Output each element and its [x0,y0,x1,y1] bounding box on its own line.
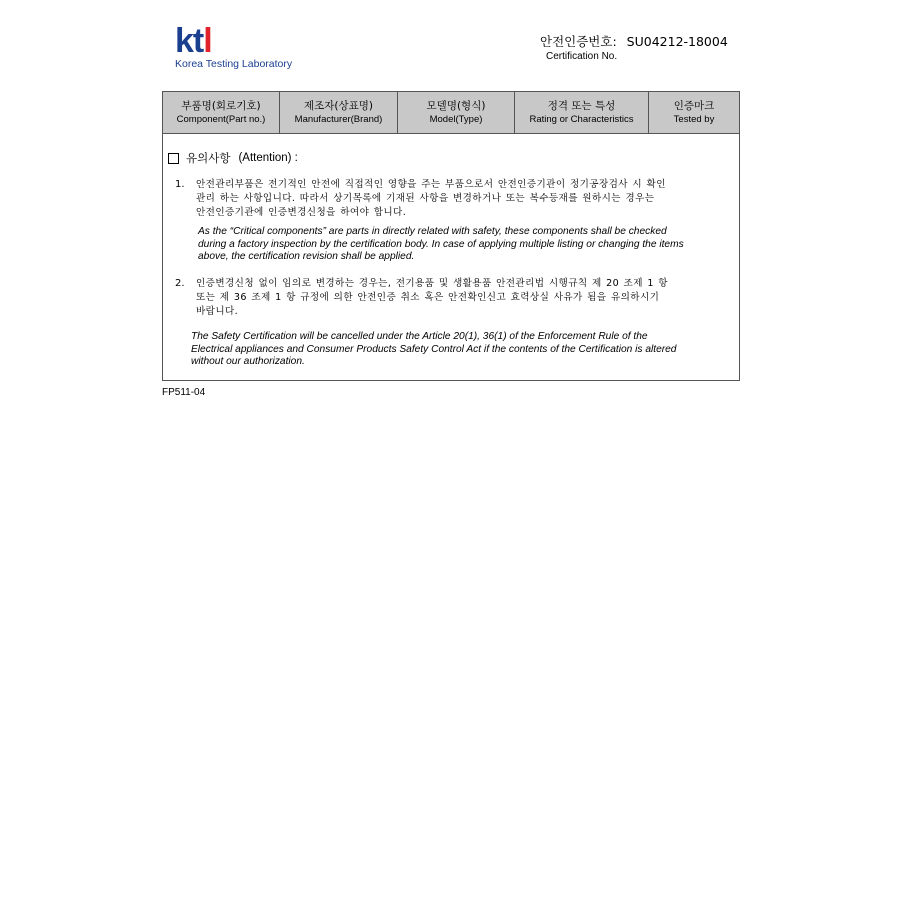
certification-label-en: Certification No. [546,51,618,62]
item-text-ko: 안전관리부품은 전기적인 안전에 직접적인 영향을 주는 부품으로서 안전인증기관이 정기공장검사 시 확인 관리 하는 사항입니다. 따라서 상기목록에 기재된 사항을 변경하거나 또는 복수등재를 원하시는 경우는 안전인증기관에 인증변경신청을 하여야 합니다. [196,179,666,218]
table-header [163,92,739,134]
logo-mark-main: kt [175,22,204,60]
component-table [162,91,740,381]
logo-tagline: Korea Testing Laboratory [175,58,293,70]
attention-label-en: (Attention) : [238,152,298,164]
header-manufacturer-ko: 제조자(상표명) [303,99,374,112]
header-rating-en: Rating or Characteristics [529,113,634,125]
header-tested-by [649,92,739,133]
header-manufacturer-en: Manufacturer(Brand) [294,113,383,125]
header-component-ko: 부품명(회로기호) [181,99,261,112]
form-code: FP511-04 [162,387,206,398]
header-tested-by-ko: 인증마크 [673,99,715,112]
attention-heading [168,150,298,166]
header-tested-by-en: Tested by [673,113,715,125]
header-manufacturer [280,92,398,133]
ktl-logo [175,22,293,70]
attention-checkbox[interactable] [168,153,179,164]
header-rating-ko: 정격 또는 특성 [547,99,616,112]
item-number: 2. [175,278,185,289]
item-text-en: As the “Critical components” are parts in directly related with safety, these components shall be checked during a factory inspection by the certification body. In case of applying multiple listing or changing the items above, the certification revision shall be applied. [198,226,684,262]
logo-mark [175,22,292,60]
header-model-ko: 모델명(형식) [426,99,486,112]
logo-mark-accent: l [203,22,212,60]
header-model [398,92,515,133]
item-number: 1. [175,179,185,190]
header-rating [515,92,649,133]
header-component [163,92,280,133]
header-component-en: Component(Part no.) [176,113,266,125]
certification-number-block [540,32,740,62]
certification-number: SU04212-18004 [626,34,728,49]
item-text-en: The Safety Certification will be cancelled under the Article 20(1), 36(1) of the Enforcement Rule of the Electrical appliances and Consumer Products Safety Control Act if the contents of the Certification is altered without our authorization. [191,331,677,367]
attention-label-ko: 유의사항 [186,151,231,165]
header-model-en: Model(Type) [429,113,483,125]
item-text-ko: 인증변경신청 없이 임의로 변경하는 경우는, 전기용품 및 생활용품 안전관리법 시행규칙 제 20 조제 1 항 또는 제 36 조제 1 항 규정에 의한 안전인증 취소 혹은 안전확인신고 효력상실 사유가 됨을 유의하시기 바랍니다. [196,278,668,317]
certification-label-ko: 안전인증번호: [540,34,617,49]
